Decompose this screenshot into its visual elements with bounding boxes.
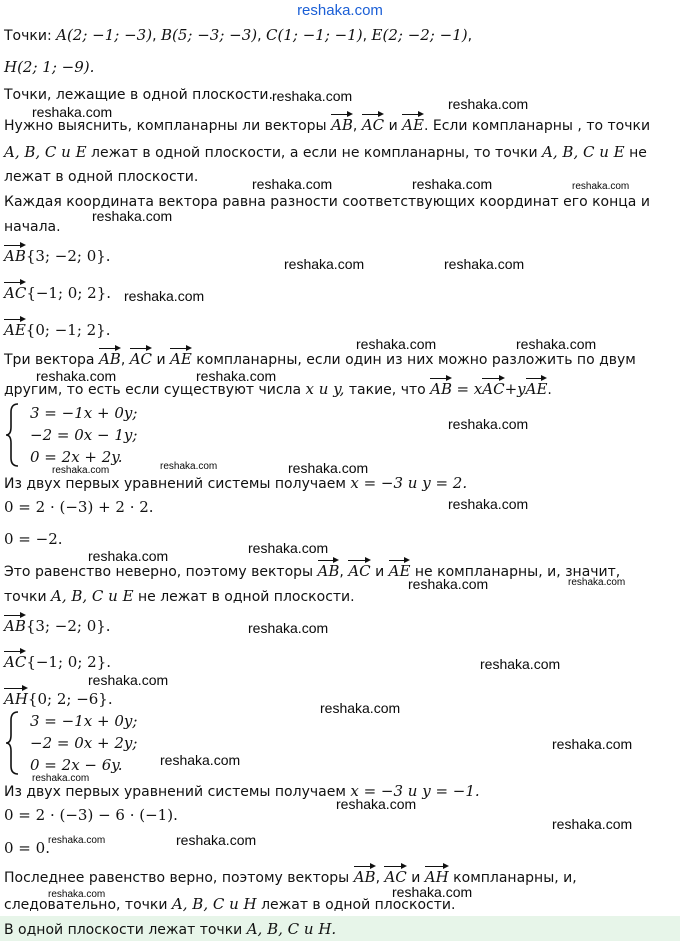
- watermark: reshaka.com: [88, 548, 169, 564]
- point-e: E(2; −2; −1): [371, 26, 468, 44]
- explain-line-1: Нужно выяснить, компланарны ли векторы AB, AC и AE. Если компланарны , то точки: [4, 116, 651, 134]
- watermark: reshaka.com: [88, 672, 169, 688]
- conclusion-2-line-2: следовательно, точки A, B, C и H лежат в одной плоскости.: [4, 895, 456, 913]
- watermark: reshaka.com: [36, 368, 117, 384]
- watermark: reshaka.com: [32, 773, 90, 784]
- vector-ab-value: AB{3; −2; 0}.: [4, 247, 111, 265]
- watermark: reshaka.com: [32, 104, 113, 120]
- point-a: A(2; −1; −3): [56, 26, 153, 44]
- watermark: reshaka.com: [124, 288, 205, 304]
- vector-ac: AC: [361, 116, 385, 134]
- system-2-row: 3 = −1x + 0y;: [30, 712, 138, 730]
- coord-rule-2: начала.: [4, 219, 61, 235]
- vector-ae-value: AE{0; −1; 2}.: [4, 321, 111, 339]
- vector-ab: AB: [331, 116, 353, 134]
- watermark: reshaka.com: [48, 835, 106, 846]
- watermark: reshaka.com: [552, 736, 633, 752]
- watermark: reshaka.com: [480, 656, 561, 672]
- watermark: reshaka.com: [252, 176, 333, 192]
- solution-1-check: 0 = 2 · (−3) + 2 · 2.: [4, 498, 154, 516]
- solution-1-result: 0 = −2.: [4, 530, 63, 548]
- watermark: reshaka.com: [196, 368, 277, 384]
- watermark: reshaka.com: [92, 208, 173, 224]
- vector-ac-value: AC{−1; 0; 2}.: [4, 284, 112, 302]
- watermark: reshaka.com: [176, 832, 257, 848]
- answer-text: В одной плоскости лежат точки A, B, C и H.: [4, 920, 337, 938]
- point-h: H(2; 1; −9).: [4, 58, 95, 76]
- conclusion-1-line-2: точки A, B, C и E не лежат в одной плоскости.: [4, 587, 355, 605]
- watermark: reshaka.com: [448, 496, 529, 512]
- conclusion-1-line-1: Это равенство неверно, поэтому векторы AB, AC и AE не компланарны, и, значит,: [4, 562, 621, 580]
- solution-2-check: 0 = 2 · (−3) − 6 · (−1).: [4, 806, 178, 824]
- watermark: reshaka.com: [160, 461, 218, 472]
- points-line-2: [4, 58, 676, 77]
- watermark: reshaka.com: [516, 336, 597, 352]
- explain-line-3: лежат в одной плоскости.: [4, 169, 199, 185]
- system-2-row: −2 = 0x + 2y;: [30, 734, 138, 752]
- brace-icon: [4, 710, 22, 776]
- task-text: Точки, лежащие в одной плоскости.: [4, 87, 273, 103]
- coplanar-line-2: другим, то есть если существуют числа x и y, такие, что AB = xAC+yAE.: [4, 380, 552, 398]
- watermark: reshaka.com: [444, 256, 525, 272]
- answer-box: [0, 916, 680, 941]
- system-1-row: −2 = 0x − 1y;: [30, 426, 138, 444]
- site-header-link[interactable]: reshaka.com: [297, 2, 383, 19]
- watermark: reshaka.com: [568, 577, 626, 588]
- watermark: reshaka.com: [356, 336, 437, 352]
- coplanar-line-1: Три вектора AB, AC и AE компланарны, если один из них можно разложить по двум: [4, 350, 636, 368]
- vector-ac-value-2: AC{−1; 0; 2}.: [4, 653, 112, 671]
- vector-ae: AE: [402, 116, 424, 134]
- watermark: reshaka.com: [448, 96, 529, 112]
- watermark: reshaka.com: [336, 796, 417, 812]
- watermark: reshaka.com: [288, 460, 369, 476]
- vector-ah-value: AH{0; 2; −6}.: [4, 690, 113, 708]
- watermark: reshaka.com: [320, 700, 401, 716]
- system-2-row: 0 = 2x − 6y.: [30, 756, 123, 774]
- watermark: reshaka.com: [48, 889, 106, 900]
- point-c: C(1; −1; −1): [266, 26, 363, 44]
- watermark: reshaka.com: [412, 176, 493, 192]
- watermark: reshaka.com: [392, 884, 473, 900]
- equation-system-1: [4, 402, 204, 468]
- watermark: reshaka.com: [448, 416, 529, 432]
- watermark: reshaka.com: [408, 576, 489, 592]
- system-1-row: 3 = −1x + 0y;: [30, 404, 138, 422]
- watermark: reshaka.com: [572, 181, 630, 192]
- watermark: reshaka.com: [160, 752, 241, 768]
- conclusion-2-line-1: Последнее равенство верно, поэтому векторы AB, AC и AH компланарны, и,: [4, 868, 577, 886]
- explain-line-2: A, B, C и E лежат в одной плоскости, а если не компланарны, то точки A, B, C и E не: [4, 143, 647, 161]
- brace-icon: [4, 402, 22, 468]
- solution-1-line: Из двух первых уравнений системы получаем x = −3 и y = 2.: [4, 474, 468, 492]
- watermark: reshaka.com: [248, 540, 329, 556]
- points-line: Точки: A(2; −1; −3), B(5; −3; −3), C(1; −1; −1), E(2; −2; −1),: [4, 26, 473, 44]
- solution-2-result: 0 = 0.: [4, 839, 50, 857]
- coord-rule-1: Каждая координата вектора равна разности соответствующих координат его конца и: [4, 194, 650, 210]
- watermark: reshaka.com: [248, 620, 329, 636]
- watermark: reshaka.com: [284, 256, 365, 272]
- system-1-row: 0 = 2x + 2y.: [30, 448, 123, 466]
- solution-2-line: Из двух первых уравнений системы получаем x = −3 и y = −1.: [4, 782, 480, 800]
- vector-ab-value-2: AB{3; −2; 0}.: [4, 617, 111, 635]
- watermark: reshaka.com: [272, 88, 353, 104]
- watermark: reshaka.com: [52, 465, 110, 476]
- watermark: reshaka.com: [552, 816, 633, 832]
- point-b: B(5; −3; −3): [160, 26, 258, 44]
